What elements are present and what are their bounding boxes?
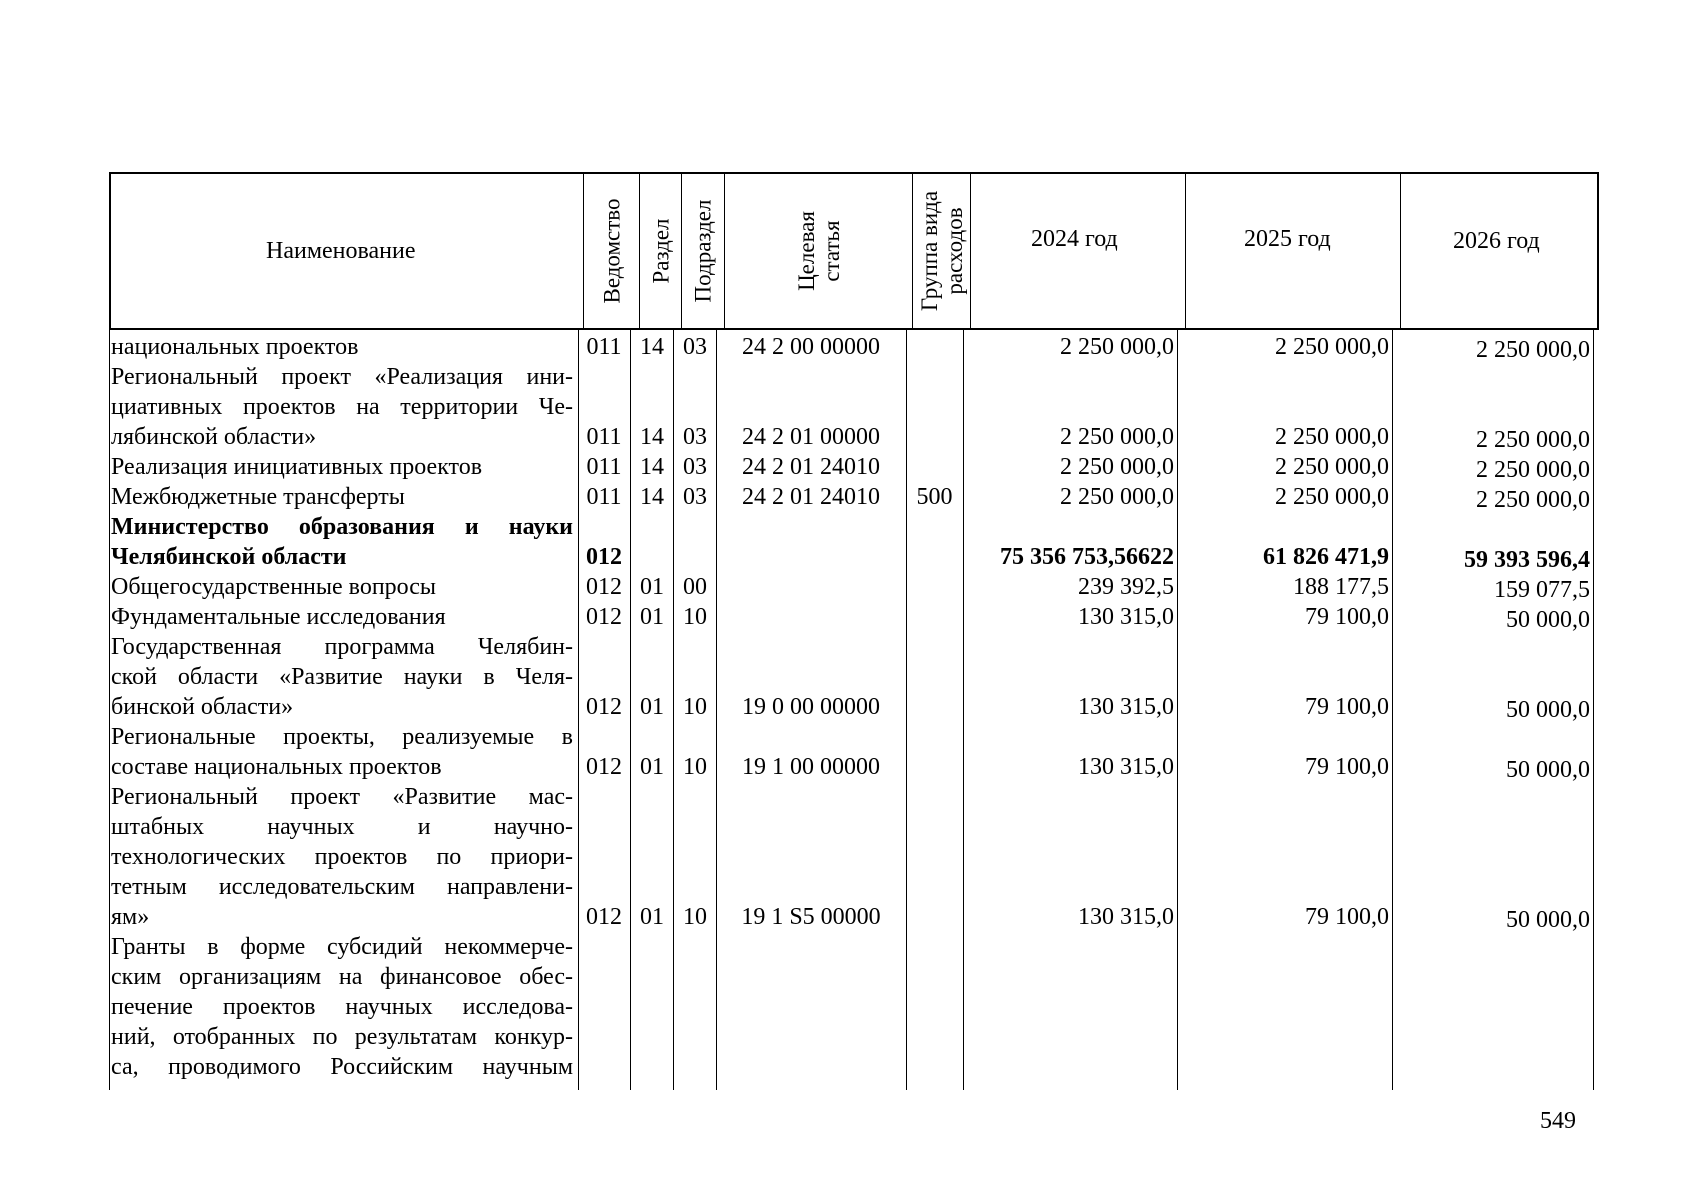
header-gruppa [917,191,967,311]
cell-2026: 50 000,0 [1506,697,1590,723]
header-podrazdel-cell [682,174,725,328]
row-name-line: печение проектов научных исследова- [111,994,573,1020]
cell-celevaya: 19 1 S5 00000 [741,904,881,930]
cell-razdel: 14 [640,484,664,510]
cell-2025: 79 100,0 [1305,904,1389,930]
cell-podrazdel: 03 [683,484,707,510]
cell-2024: 2 250 000,0 [1060,424,1174,450]
grid-line [1177,330,1178,1090]
row-name-line: циативных проектов на территории Че- [111,394,573,420]
cell-2024: 2 250 000,0 [1060,484,1174,510]
cell-2024: 130 315,0 [1078,754,1174,780]
grid-line [578,330,579,1090]
cell-vedomstvo: 012 [586,754,622,780]
grid-line [716,330,717,1090]
cell-vedomstvo: 012 [586,604,622,630]
cell-2025: 188 177,5 [1293,574,1389,600]
row-name-line: составе национальных проектов [111,754,442,780]
row-name-line: Межбюджетные трансферты [111,484,405,510]
header-vedomstvo-cell [584,174,640,328]
cell-razdel: 01 [640,694,664,720]
cell-celevaya: 24 2 01 24010 [742,454,880,480]
row-name-line: ским организациям на финансовое обес- [111,964,573,990]
cell-2026: 50 000,0 [1506,907,1590,933]
grid-line [1593,330,1594,1090]
cell-2025: 79 100,0 [1305,604,1389,630]
header-name: Наименование [266,238,416,264]
cell-vedomstvo: 012 [586,574,622,600]
row-name-line: Гранты в форме субсидий некоммерче- [111,934,573,960]
cell-vedomstvo: 011 [586,484,622,510]
header-2024-cell [971,174,1186,328]
grid-line [1392,330,1393,1090]
row-name-line: лябинской области» [111,424,317,450]
cell-2025: 79 100,0 [1305,694,1389,720]
row-name-line: бинской области» [111,694,294,720]
row-name-line: са, проводимого Российским научным [111,1054,573,1080]
header-vedomstvo: Ведомство [599,198,624,304]
row-name-line: ям» [111,904,150,930]
cell-2026: 2 250 000,0 [1476,427,1590,453]
header-gruppa-line1: Группа вида [916,190,942,312]
cell-vedomstvo: 011 [586,334,622,360]
cell-razdel: 01 [640,604,664,630]
cell-celevaya: 19 0 00 00000 [742,694,880,720]
cell-2026: 159 077,5 [1494,577,1590,603]
cell-razdel: 01 [640,904,664,930]
cell-podrazdel: 03 [683,424,707,450]
cell-vedomstvo: 012 [586,544,622,570]
cell-2024: 130 315,0 [1078,694,1174,720]
cell-celevaya: 24 2 01 00000 [742,424,880,450]
cell-vedomstvo: 012 [586,694,622,720]
cell-2025: 2 250 000,0 [1275,424,1389,450]
cell-razdel: 01 [640,574,664,600]
row-name-line: тетным исследовательским направлени- [111,874,573,900]
cell-2026: 59 393 596,4 [1464,547,1590,573]
header-celevaya-cell [725,174,913,328]
row-name-line: Реализация инициативных проектов [111,454,483,480]
row-name-line: Фундаментальные исследования [111,604,446,630]
cell-podrazdel: 03 [683,334,707,360]
grid-line [630,330,631,1090]
header-celevaya-line2: статья [818,220,844,282]
cell-vedomstvo: 012 [586,904,622,930]
header-2024: 2024 год [1031,226,1118,252]
page-number: 549 [1540,1108,1576,1134]
cell-podrazdel: 00 [683,574,707,600]
header-name-cell [111,174,584,328]
cell-razdel: 01 [640,754,664,780]
row-name-line: Региональный проект «Развитие мас- [111,784,573,810]
cell-2026: 2 250 000,0 [1476,337,1590,363]
header-razdel: Раздел [648,218,673,284]
cell-razdel: 14 [640,334,664,360]
header-2025: 2025 год [1244,226,1331,252]
cell-2024: 239 392,5 [1078,574,1174,600]
row-name-line: Региональный проект «Реализация ини- [111,364,573,390]
header-2025-cell [1186,174,1401,328]
row-name-line: Министерство образования и науки [111,514,573,540]
cell-2025: 2 250 000,0 [1275,454,1389,480]
cell-2025: 61 826 471,9 [1263,544,1389,570]
cell-2025: 79 100,0 [1305,754,1389,780]
cell-celevaya: 19 1 00 00000 [742,754,880,780]
cell-2024: 2 250 000,0 [1060,454,1174,480]
cell-2026: 2 250 000,0 [1476,487,1590,513]
cell-celevaya: 24 2 00 00000 [742,334,880,360]
cell-2025: 2 250 000,0 [1275,484,1389,510]
row-name-line: штабных научных и научно- [111,814,573,840]
row-name-line: Челябинской области [111,544,347,570]
cell-celevaya: 24 2 01 24010 [742,484,880,510]
cell-vedomstvo: 011 [586,454,622,480]
cell-podrazdel: 10 [683,694,707,720]
cell-razdel: 14 [640,454,664,480]
cell-2026: 50 000,0 [1506,757,1590,783]
cell-2026: 2 250 000,0 [1476,457,1590,483]
grid-line [109,330,110,1090]
cell-razdel: 14 [640,424,664,450]
cell-vedomstvo: 011 [586,424,622,450]
header-razdel-cell [640,174,682,328]
cell-podrazdel: 10 [683,904,707,930]
row-name-line: Региональные проекты, реализуемые в [111,724,573,750]
header-2026: 2026 год [1453,228,1540,254]
cell-2026: 50 000,0 [1506,607,1590,633]
header-gruppa-line2: расходов [941,207,967,295]
cell-podrazdel: 10 [683,754,707,780]
table-header [109,172,1599,330]
cell-2025: 2 250 000,0 [1275,334,1389,360]
row-name-line: Общегосударственные вопросы [111,574,437,600]
cell-2024: 75 356 753,56622 [1000,544,1174,570]
cell-podrazdel: 03 [683,454,707,480]
row-name-line: технологических проектов по приори- [111,844,573,870]
header-celevaya [794,211,844,291]
header-2026-cell [1401,174,1601,328]
row-name-line: ской области «Развитие науки в Челя- [111,664,573,690]
cell-2024: 130 315,0 [1078,904,1174,930]
row-name-line: ний, отобранных по результатам конкур- [111,1024,573,1050]
header-podrazdel: Подраздел [690,199,716,303]
header-celevaya-line1: Целевая [793,211,819,291]
cell-podrazdel: 10 [683,604,707,630]
header-gruppa-cell [913,174,971,328]
row-name-line: национальных проектов [111,334,359,360]
cell-2024: 2 250 000,0 [1060,334,1174,360]
grid-line [673,330,674,1090]
cell-gruppa: 500 [916,484,953,510]
grid-line [963,330,964,1090]
row-name-line: Государственная программа Челябин- [111,634,573,660]
cell-2024: 130 315,0 [1078,604,1174,630]
grid-line [906,330,907,1090]
